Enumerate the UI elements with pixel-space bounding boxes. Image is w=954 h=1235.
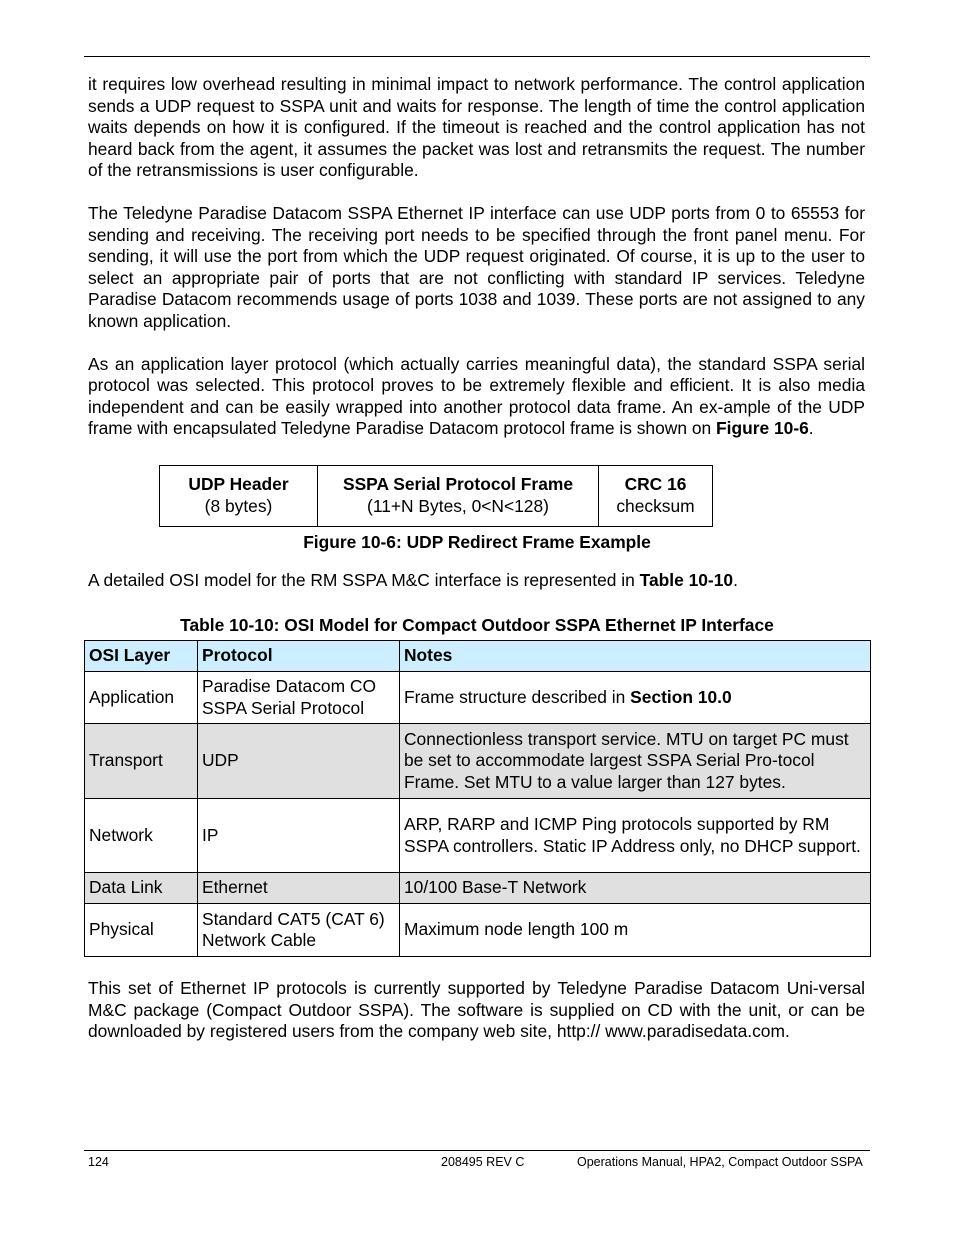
cell-protocol: IP	[198, 799, 400, 873]
cell-layer: Application	[85, 672, 198, 724]
table-reference-link: Table 10-10	[639, 570, 734, 590]
cell-notes-text: Frame structure described in	[404, 686, 631, 707]
osi-model-table	[84, 640, 871, 957]
cell-notes: Maximum node length 100 m	[400, 904, 871, 957]
osi-intro-end: .	[733, 570, 738, 590]
footer-rule	[84, 1150, 870, 1151]
column-header-protocol: Protocol	[198, 641, 400, 672]
cell-protocol: Paradise Datacom CO SSPA Serial Protocol	[198, 672, 400, 724]
section-reference-link: Section 10.0	[630, 686, 732, 707]
cell-layer: Transport	[85, 724, 198, 799]
table-row	[85, 873, 871, 904]
table-row	[85, 672, 871, 724]
document-title: Operations Manual, HPA2, Compact Outdoor SSPA	[577, 1155, 863, 1169]
cell-layer: Network	[85, 799, 198, 873]
body-text	[88, 74, 865, 440]
paragraph-software-support: This set of Ethernet IP protocols is currently supported by Teledyne Paradise Datacom Uni-versal M&C package (Compact Outdoor SSPA). The software is supplied on CD with the unit, or can be downloaded by registered users from the company web site, http:// www.paradisedata.com.	[88, 978, 865, 1041]
cell-protocol: UDP	[198, 724, 400, 799]
document-number: 208495 REV C	[441, 1155, 525, 1169]
udp-frame-figure	[159, 465, 713, 527]
osi-intro-paragraph	[88, 569, 738, 591]
osi-intro-text: A detailed OSI model for the RM SSPA M&C interface is represented in	[88, 570, 640, 590]
paragraph-udp-overhead: it requires low overhead resulting in minimal impact to network performance. The control application sends a UDP request to SSPA unit and waits for response. The length of time the control application waits depends on how it is configured. If the timeout is reached and the control application has not heard back from the agent, it assumes the packet was lost and retransmits the request. The number of the retransmissions is user configurable.	[88, 74, 865, 180]
frame-cell-detail: (8 bytes)	[204, 495, 273, 516]
cell-layer: Physical	[85, 904, 198, 957]
page-number: 124	[88, 1155, 109, 1169]
frame-cell-title: UDP Header	[188, 474, 289, 494]
frame-cell-crc	[599, 466, 713, 527]
column-header-osi-layer: OSI Layer	[85, 641, 198, 672]
closing-text	[88, 978, 865, 1043]
header-rule	[84, 56, 870, 57]
frame-cell-detail: (11+N Bytes, 0<N<128)	[367, 495, 549, 516]
paragraph-application-protocol	[88, 354, 865, 440]
paragraph-udp-ports: The Teledyne Paradise Datacom SSPA Ethernet IP interface can use UDP ports from 0 to 65553 for sending and receiving. The receiving port needs to be specified through the front panel menu. For sending, it will use the port from which the UDP request originated. Of course, it is up to the user to select an appropriate pair of ports that are not conflicting with standard IP services. Teledyne Paradise Datacom recommends usage of ports 1038 and 1039. These ports are not assigned to any known application.	[88, 203, 865, 331]
table-header-row	[85, 641, 871, 672]
cell-notes	[400, 672, 871, 724]
frame-cell-title: CRC 16	[624, 474, 687, 494]
cell-notes: 10/100 Base-T Network	[400, 873, 871, 904]
cell-protocol: Standard CAT5 (CAT 6) Network Cable	[198, 904, 400, 957]
figure-caption: Figure 10-6: UDP Redirect Frame Example	[303, 532, 651, 552]
frame-cell-detail: checksum	[616, 495, 695, 516]
paragraph-end: .	[808, 418, 814, 438]
figure-reference-link: Figure 10-6	[716, 418, 809, 438]
cell-protocol: Ethernet	[198, 873, 400, 904]
cell-notes: Connectionless transport service. MTU on target PC must be set to accommodate largest SSPA Serial Pro-tocol Frame. Set MTU to a value larger than 127 bytes.	[400, 724, 871, 799]
table-row	[85, 904, 871, 957]
frame-cell-sspa-frame	[318, 466, 599, 527]
cell-notes: ARP, RARP and ICMP Ping protocols supported by RM SSPA controllers. Static IP Address only, no DHCP support.	[400, 799, 871, 873]
frame-row	[160, 466, 713, 527]
table-row	[85, 724, 871, 799]
table-caption: Table 10-10: OSI Model for Compact Outdoor SSPA Ethernet IP Interface	[180, 615, 774, 635]
column-header-notes: Notes	[400, 641, 871, 672]
frame-cell-title: SSPA Serial Protocol Frame	[342, 474, 574, 494]
paragraph-application-protocol-text: As an application layer protocol (which actually carries meaningful data), the standard SSPA serial protocol was selected. This protocol proves to be extremely flexible and efficient. It is also media independent and can be easily wrapped into another protocol data frame. An ex-ample of the UDP frame with encapsulated Teledyne Paradise Datacom protocol frame is shown on	[88, 353, 865, 438]
cell-layer: Data Link	[85, 873, 198, 904]
frame-cell-udp-header	[160, 466, 318, 527]
table-row	[85, 799, 871, 873]
